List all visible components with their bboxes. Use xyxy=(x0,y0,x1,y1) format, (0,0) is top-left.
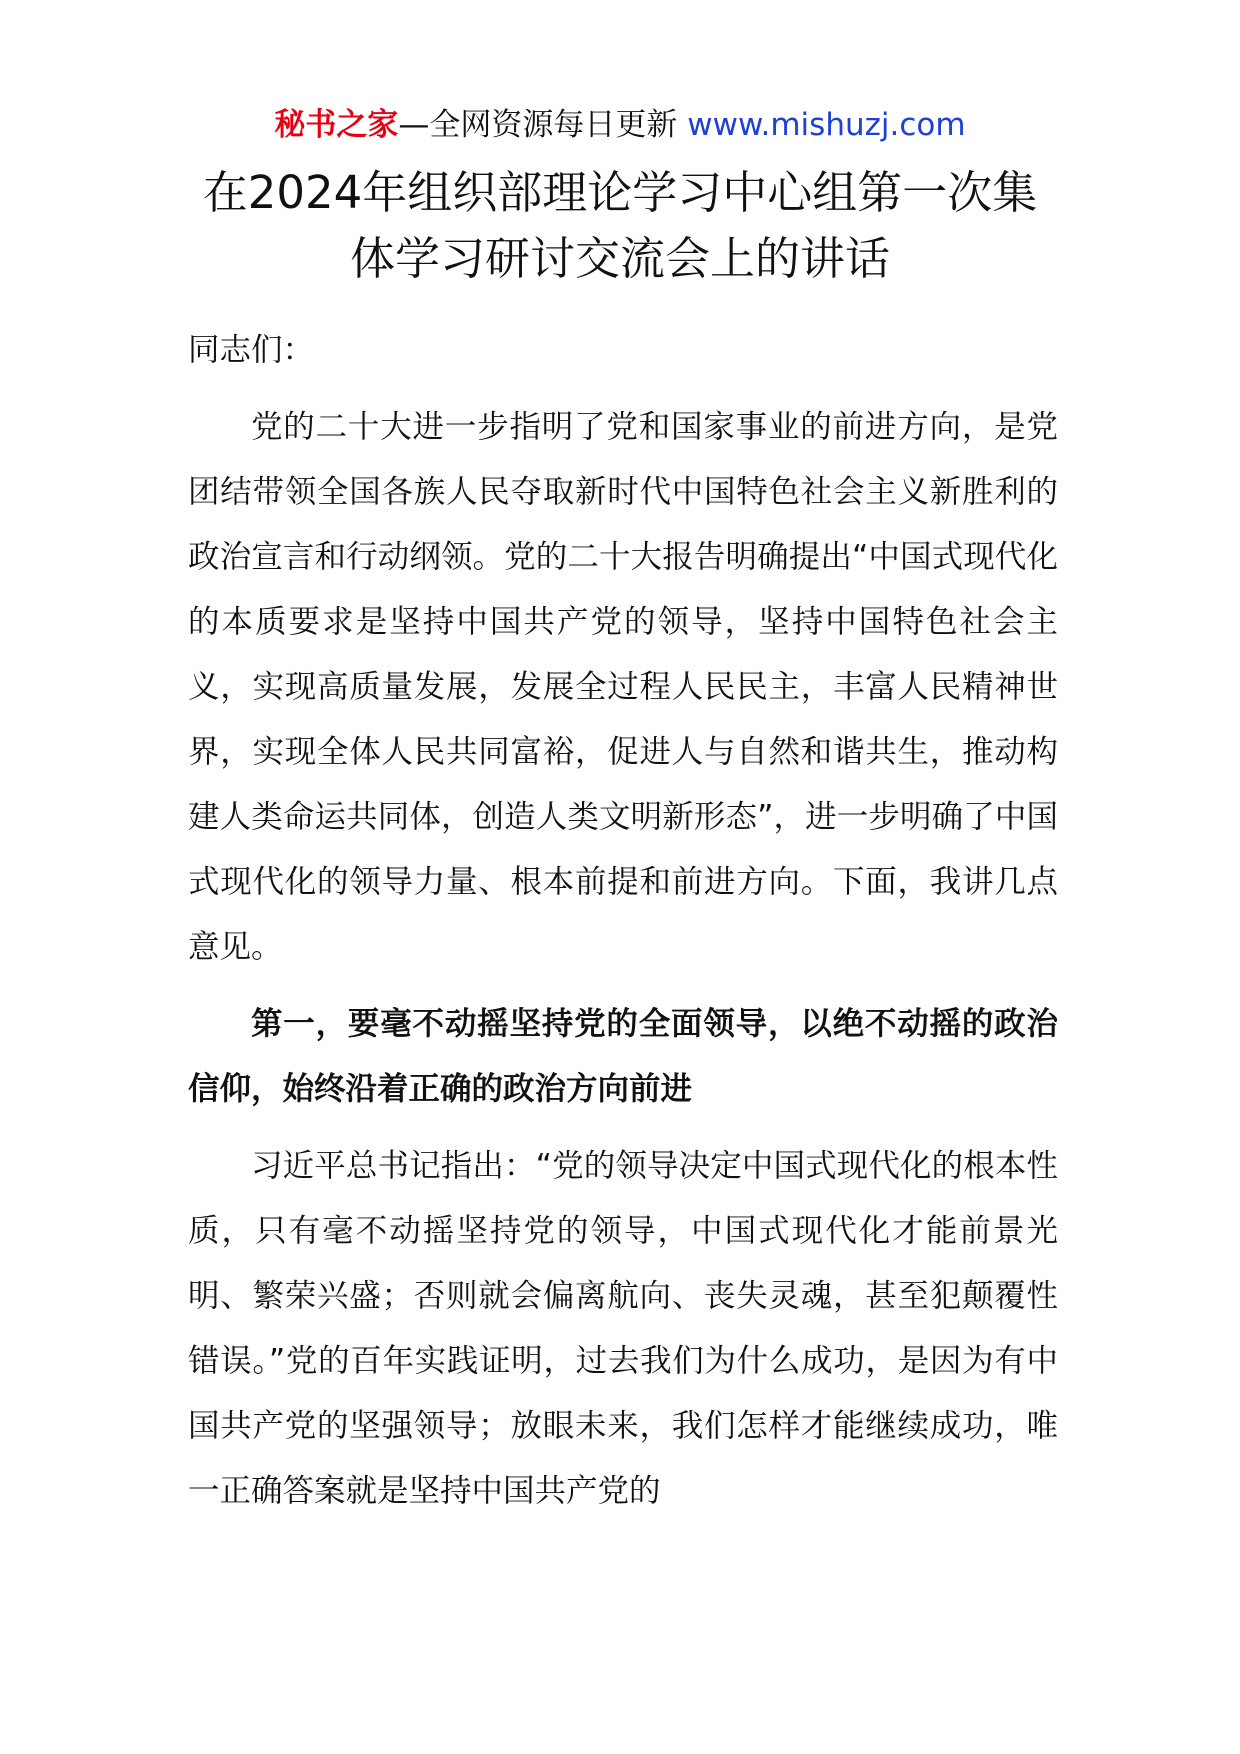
document-body xyxy=(188,318,1058,1536)
title-line-1: 在2024年组织部理论学习中心组第一次集 xyxy=(202,166,1038,219)
paragraph-intro: 党的二十大进一步指明了党和国家事业的前进方向，是党团结带领全国各族人民夺取新时代中国特色社会主义新胜利的政治宣言和行动纲领。党的二十大报告明确提出“中国式现代化的本质要求是坚持中国共产党的领导，坚持中国特色社会主义，实现高质量发展，发展全过程人民民主，丰富人民精神世界，实现全体人民共同富裕，促进人与自然和谐共生，推动构建人类命运共同体，创造人类文明新形态”，进一步明确了中国式现代化的领导力量、根本前提和前进方向。下面，我讲几点意见。 xyxy=(188,409,1058,965)
section-heading-1: 第一，要毫不动摇坚持党的全面领导，以绝不动摇的政治信仰，始终沿着正确的政治方向前进 xyxy=(188,1006,1058,1107)
brand-name: 秘书之家 xyxy=(274,107,399,143)
document-title xyxy=(150,160,1090,292)
site-url-link[interactable]: www.mishuzj.com xyxy=(687,107,966,143)
paragraph-section-1: 习近平总书记指出：“党的领导决定中国式现代化的根本性质，只有毫不动摇坚持党的领导，中国式现代化才能前景光明、繁荣兴盛；否则就会偏离航向、丧失灵魂，甚至犯颠覆性错误。”党的百年实践证明，过去我们为什么成功，是因为有中国共产党的坚强领导；放眼未来，我们怎样才能继续成功，唯一正确答案就是坚持中国共产党的 xyxy=(188,1148,1058,1509)
salutation: 同志们： xyxy=(188,332,315,368)
header-slogan: —全网资源每日更新 xyxy=(398,107,688,143)
title-line-2: 体学习研讨交流会上的讲话 xyxy=(349,232,890,285)
watermark-header xyxy=(0,103,1240,147)
